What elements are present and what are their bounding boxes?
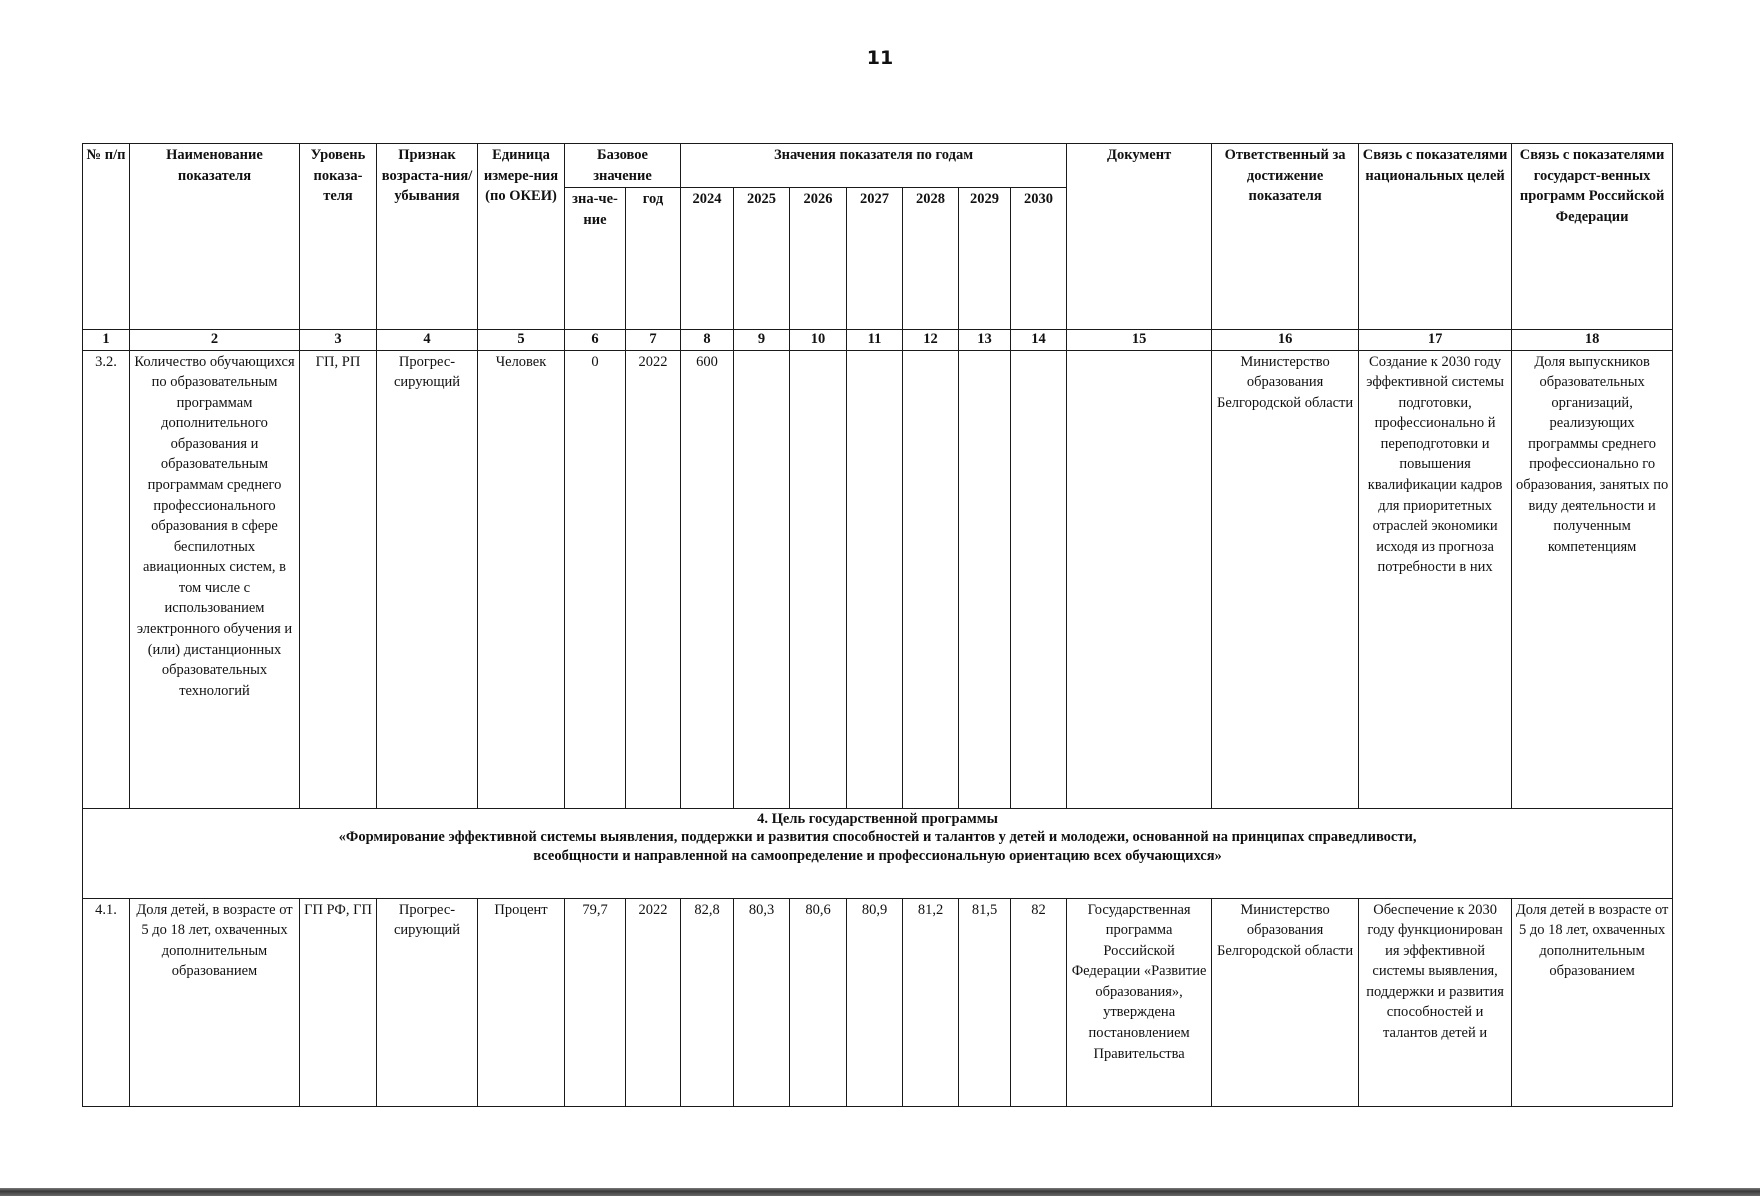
- indicator-level: ГП, РП: [300, 350, 377, 808]
- scan-edge-band: [0, 1188, 1760, 1196]
- header-year-2030: 2030: [1011, 188, 1067, 330]
- value-2030: 82: [1011, 898, 1067, 1106]
- goal-section-row: [83, 808, 1673, 898]
- header-year-2025: 2025: [734, 188, 790, 330]
- header-national-goals: Связь с показателями национальных целей: [1359, 144, 1512, 330]
- value-2024: 82,8: [681, 898, 734, 1106]
- indicator-name: Доля детей, в возрасте от 5 до 18 лет, охваченных дополнительным образованием: [130, 898, 300, 1106]
- column-number: 5: [478, 330, 565, 350]
- table-row: [83, 350, 1673, 808]
- header-year-2029: 2029: [959, 188, 1011, 330]
- base-value: 0: [565, 350, 626, 808]
- column-number: 9: [734, 330, 790, 350]
- column-number: 13: [959, 330, 1011, 350]
- indicator-name: Количество обучающихся по образовательным программам дополнительного образования и образовательным программам среднего профессионального образования в сфере беспилотных авиационных систем, в том числе с использованием электронного обучения и (или) дистанционных образовательных технологий: [130, 350, 300, 808]
- header-base: Базовое значение: [565, 144, 681, 188]
- column-number: 18: [1512, 330, 1673, 350]
- indicator-unit: Процент: [478, 898, 565, 1106]
- column-number: 1: [83, 330, 130, 350]
- header-years: Значения показателя по годам: [681, 144, 1067, 188]
- value-2026: [790, 350, 847, 808]
- value-2029: 81,5: [959, 898, 1011, 1106]
- goal-section: [83, 808, 1673, 898]
- value-2025: 80,3: [734, 898, 790, 1106]
- header-year-2026: 2026: [790, 188, 847, 330]
- indicator-trend: Прогрес-сирующий: [377, 898, 478, 1106]
- column-number: 4: [377, 330, 478, 350]
- header-level: Уровень показа-теля: [300, 144, 377, 330]
- row-number: 4.1.: [83, 898, 130, 1106]
- column-number: 10: [790, 330, 847, 350]
- column-number-row: [83, 330, 1673, 350]
- value-2028: 81,2: [903, 898, 959, 1106]
- base-year: 2022: [626, 350, 681, 808]
- base-year: 2022: [626, 898, 681, 1106]
- header-trend: Признак возраста-ния/ убывания: [377, 144, 478, 330]
- value-2027: 80,9: [847, 898, 903, 1106]
- state-programs-link: Доля выпускников образовательных организаций, реализующих программы среднего профессионально го образования, занятых по виду деятельности и полученным компетенциям: [1512, 350, 1673, 808]
- indicators-table: [82, 143, 1673, 1107]
- responsible: Министерство образования Белгородской области: [1212, 350, 1359, 808]
- value-2030: [1011, 350, 1067, 808]
- column-number: 17: [1359, 330, 1512, 350]
- responsible: Министерство образования Белгородской области: [1212, 898, 1359, 1106]
- header-base-value: зна-че-ние: [565, 188, 626, 330]
- column-number: 7: [626, 330, 681, 350]
- header-document: Документ: [1067, 144, 1212, 330]
- indicator-level: ГП РФ, ГП: [300, 898, 377, 1106]
- header-base-year: год: [626, 188, 681, 330]
- column-number: 2: [130, 330, 300, 350]
- row-number: 3.2.: [83, 350, 130, 808]
- national-goals-link: Создание к 2030 году эффективной системы подготовки, профессионально й переподготовки и повышения квалификации кадров для приоритетных отраслей экономики исходя из прогноза потребности в них: [1359, 350, 1512, 808]
- page-number: 11: [866, 47, 894, 69]
- column-number: 12: [903, 330, 959, 350]
- header-state-programs: Связь с показателями государст-венных программ Российской Федерации: [1512, 144, 1673, 330]
- goal-text-line: «Формирование эффективной системы выявления, поддержки и развития способностей и талантов у детей и молодежи, основанной на принципах справедливости,: [338, 829, 1417, 846]
- column-number: 6: [565, 330, 626, 350]
- header-year-2028: 2028: [903, 188, 959, 330]
- header-responsible: Ответственный за достижение показателя: [1212, 144, 1359, 330]
- value-2026: 80,6: [790, 898, 847, 1106]
- value-2029: [959, 350, 1011, 808]
- header-no: № п/п: [83, 144, 130, 330]
- column-number: 14: [1011, 330, 1067, 350]
- header-year-2027: 2027: [847, 188, 903, 330]
- goal-title: 4. Цель государственной программы: [757, 810, 998, 827]
- column-number: 15: [1067, 330, 1212, 350]
- column-number: 3: [300, 330, 377, 350]
- value-2024: 600: [681, 350, 734, 808]
- goal-text-line: всеобщности и направленной на самоопределение и профессиональную ориентацию всех обучающихся»: [533, 848, 1222, 865]
- base-value: 79,7: [565, 898, 626, 1106]
- document: Государственная программа Российской Федерации «Развитие образования», утверждена постановлением Правительства: [1067, 898, 1212, 1106]
- header-row-1: [83, 144, 1673, 188]
- header-year-2024: 2024: [681, 188, 734, 330]
- state-programs-link: Доля детей в возрасте от 5 до 18 лет, охваченных дополнительным образованием: [1512, 898, 1673, 1106]
- header-name: Наименование показателя: [130, 144, 300, 330]
- national-goals-link: Обеспечение к 2030 году функционирован ия эффективной системы выявления, поддержки и развития способностей и талантов детей и: [1359, 898, 1512, 1106]
- value-2028: [903, 350, 959, 808]
- value-2027: [847, 350, 903, 808]
- column-number: 11: [847, 330, 903, 350]
- column-number: 16: [1212, 330, 1359, 350]
- indicator-unit: Человек: [478, 350, 565, 808]
- document: [1067, 350, 1212, 808]
- value-2025: [734, 350, 790, 808]
- table-row: [83, 898, 1673, 1106]
- column-number: 8: [681, 330, 734, 350]
- indicator-trend: Прогрес-сирующий: [377, 350, 478, 808]
- header-unit: Единица измере-ния (по ОКЕИ): [478, 144, 565, 330]
